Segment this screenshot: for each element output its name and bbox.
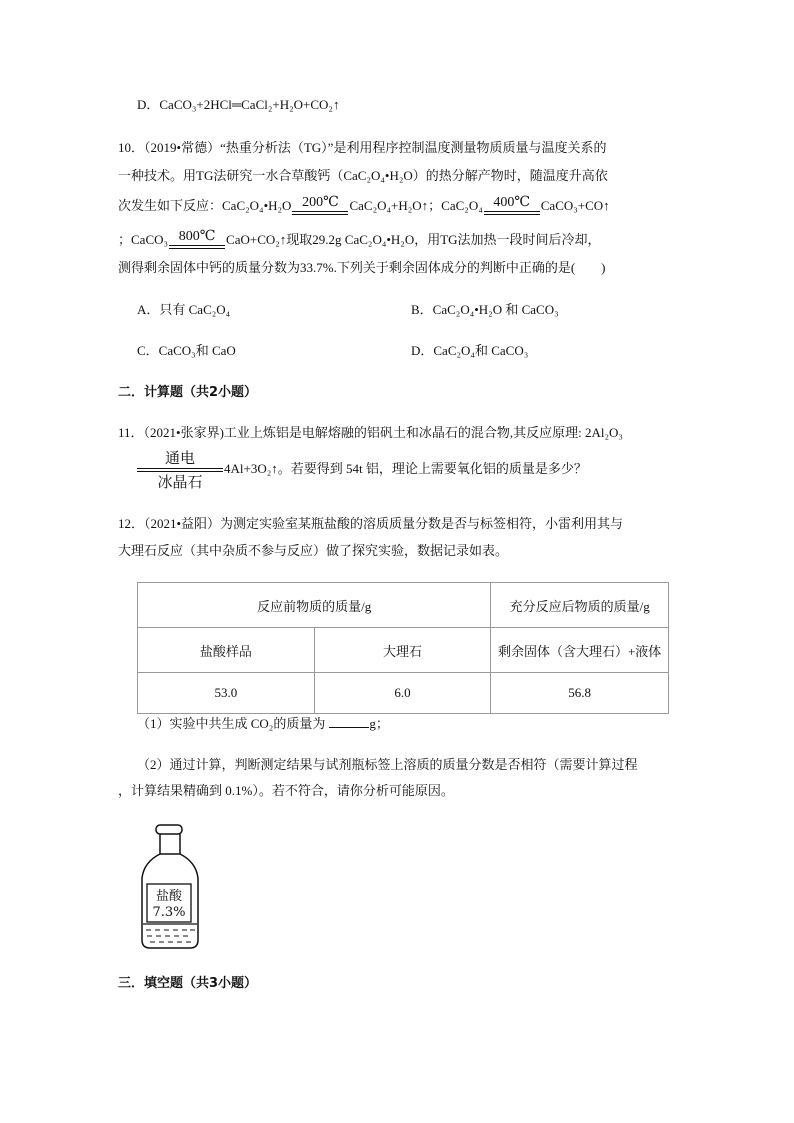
- col-marble: 大理石: [314, 628, 491, 673]
- q10-line-1: [118, 138, 606, 158]
- header-before: 反应前物质的质量/g: [138, 583, 491, 628]
- col-remaining: 剩余固体（含大理石）+液体: [491, 628, 669, 673]
- eq1-products: CaC₂O₄+H₂O↑；: [349, 198, 442, 213]
- q10-line-4: ；CaCO₃ 800℃ CaO+CO₂↑现取29.2g CaC₂O₄•H₂O，用TG法加热一段时间后冷却，: [118, 230, 601, 252]
- value-acid: 53.0: [138, 673, 315, 714]
- q9-option-d: D．CaCO₃+2HCl═CaCl₂+H₂O+CO₂↑: [137, 97, 340, 112]
- equal-sign: [137, 468, 223, 472]
- q10-number: 10．: [118, 140, 145, 155]
- eq3-condition: 800℃: [169, 234, 225, 252]
- eq2-condition: 400℃: [484, 200, 540, 218]
- q12-sub-2-line-1: （2）通过计算，判断测定结果与试剂瓶标签上溶质的质量分数是否相符（需要计算过程: [137, 757, 638, 772]
- q10-option-c: C．CaCO₃和 CaO: [137, 343, 236, 358]
- bottle-icon: [134, 822, 206, 952]
- answer-blank: [329, 714, 369, 728]
- condition-top: 通电: [164, 449, 195, 467]
- q12-line-2: 大理石反应（其中杂质不参与反应）做了探究实验，数据记录如表。: [118, 543, 509, 558]
- q12-sub-2-line-2: ，计算结果精确到 0.1%）。若不符合，请你分析可能原因。: [118, 783, 454, 798]
- q10-line-3: 次发生如下反应：CaC₂O₄•H₂O 200℃ CaC₂O₄+H₂O↑；CaC₂O₄ 400℃ CaCO₃+CO↑: [118, 196, 610, 218]
- q10-line-2: 一种技术。用TG法研究一水合草酸钙（CaC₂O₄•H₂O）的热分解产物时，随温度升高依: [118, 168, 608, 183]
- bottle-label-concentration: 7.3%: [152, 905, 186, 920]
- condition-bottom: 冰晶石: [157, 473, 203, 491]
- q10-line1-text: “热重分析法（TG）”是利用程序控制温度测量物质质量与温度关系的: [220, 140, 607, 155]
- eq1-reactant: CaC₂O₄•H₂O: [222, 198, 292, 213]
- value-marble: 6.0: [314, 673, 491, 714]
- q10-option-b: B．CaC₂O₄•H₂O 和 CaCO₃: [411, 302, 559, 317]
- q10-option-a: A．只有 CaC₂O₄: [137, 302, 231, 317]
- q12-sub-1: （1）实验中共生成 CO₂的质量为 g；: [137, 716, 389, 731]
- q12-data-table: [137, 582, 669, 714]
- col-hydrochloric-acid: 盐酸样品: [138, 628, 315, 673]
- section-2-title: 二．计算题（共2小题）: [118, 385, 258, 400]
- eq2-products: CaCO₃+CO↑: [540, 198, 610, 213]
- q11-line-1: 11．（2021•张家界)工业上炼铝是电解熔融的铝矾土和冰晶石的混合物,其反应原理: 2Al₂O₃: [118, 425, 623, 440]
- q11-line-2: 4Al+3O₂↑。若要得到 54t 铝，理论上需要氧化铝的质量是多少？: [224, 461, 587, 476]
- table-row: [138, 673, 669, 714]
- q12-line-1: 12．（2021•益阳）为测定实验室某瓶盐酸的溶质质量分数是否与标签相符，小雷利用其与: [118, 516, 624, 531]
- eq1-condition: 200℃: [292, 200, 348, 218]
- eq2-reactant: CaC₂O₄: [441, 198, 483, 213]
- header-after: 充分反应后物质的质量/g: [491, 583, 669, 628]
- reagent-bottle: [134, 822, 206, 956]
- section-3-title: 三．填空题（共3小题）: [118, 976, 258, 991]
- q10-option-d: D．CaC₂O₄和 CaCO₃: [411, 343, 529, 358]
- value-remaining: 56.8: [491, 673, 669, 714]
- q11-reaction-condition: [137, 449, 223, 491]
- table-header-row: [138, 583, 669, 628]
- q10-source: （2019•常德）: [144, 140, 221, 155]
- table-subheader-row: [138, 628, 669, 673]
- bottle-label-name: 盐酸: [155, 889, 183, 904]
- q10-line-5: 测得剩余固体中钙的质量分数为33.7%.下列关于剩余固体成分的判断中正确的是( ): [118, 260, 606, 275]
